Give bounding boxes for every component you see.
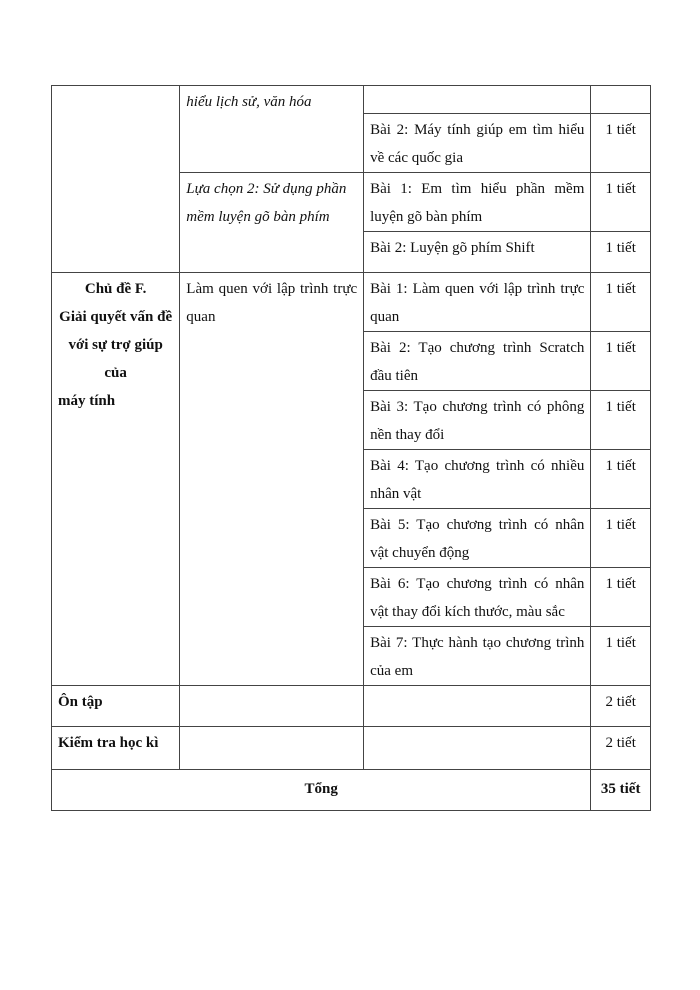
periods-cell: 1 tiết [591, 391, 651, 450]
unit-cell: Làm quen với lập trình trực quan [180, 273, 364, 686]
periods-cell: 1 tiết [591, 232, 651, 273]
periods-cell: 1 tiết [591, 450, 651, 509]
periods-cell: 1 tiết [591, 332, 651, 391]
choice1-cell: hiểu lịch sử, văn hóa [180, 86, 364, 173]
periods-cell [591, 86, 651, 114]
review-periods: 2 tiết [591, 686, 651, 727]
periods-cell: 1 tiết [591, 509, 651, 568]
review-label: Ôn tập [52, 686, 180, 727]
periods-cell: 1 tiết [591, 173, 651, 232]
table-row [52, 86, 651, 114]
table-row [52, 727, 651, 770]
topic-cell-empty [52, 86, 180, 273]
periods-cell: 1 tiết [591, 627, 651, 686]
topic-f-subtitle-end: máy tính [58, 393, 116, 409]
exam-label: Kiểm tra học kì [52, 727, 180, 770]
choice2-cell: Lựa chọn 2: Sử dụng phần mềm luyện gõ bàn phím [180, 173, 364, 273]
exam-periods: 2 tiết [591, 727, 651, 770]
lesson-cell: Bài 2: Máy tính giúp em tìm hiểu về các quốc gia [364, 114, 591, 173]
lesson-cell: Bài 3: Tạo chương trình có phông nền thay đổi [364, 391, 591, 450]
empty-cell [364, 727, 591, 770]
periods-cell: 1 tiết [591, 114, 651, 173]
curriculum-table [51, 85, 651, 811]
table-row [52, 686, 651, 727]
table-row [52, 273, 651, 332]
empty-cell [180, 727, 364, 770]
periods-cell: 1 tiết [591, 568, 651, 627]
lesson-cell: Bài 4: Tạo chương trình có nhiều nhân vật [364, 450, 591, 509]
empty-cell [180, 686, 364, 727]
lesson-cell: Bài 6: Tạo chương trình có nhân vật thay đổi kích thước, màu sắc [364, 568, 591, 627]
total-periods: 35 tiết [591, 770, 651, 811]
lesson-cell: Bài 1: Làm quen với lập trình trực quan [364, 273, 591, 332]
lesson-cell: Bài 2: Tạo chương trình Scratch đầu tiên [364, 332, 591, 391]
lesson-cell [364, 86, 591, 114]
empty-cell [364, 686, 591, 727]
periods-cell: 1 tiết [591, 273, 651, 332]
lesson-cell: Bài 5: Tạo chương trình có nhân vật chuyển động [364, 509, 591, 568]
topic-f-cell [52, 273, 180, 686]
lesson-cell: Bài 7: Thực hành tạo chương trình của em [364, 627, 591, 686]
topic-f-title: Chủ đề F. [84, 281, 147, 297]
lesson-cell: Bài 2: Luyện gõ phím Shift [364, 232, 591, 273]
topic-f-subtitle: Giải quyết vấn đề với sự trợ giúp của [59, 309, 173, 381]
lesson-cell: Bài 1: Em tìm hiểu phần mềm luyện gõ bàn phím [364, 173, 591, 232]
table-row [52, 770, 651, 811]
total-label: Tổng [52, 770, 591, 811]
